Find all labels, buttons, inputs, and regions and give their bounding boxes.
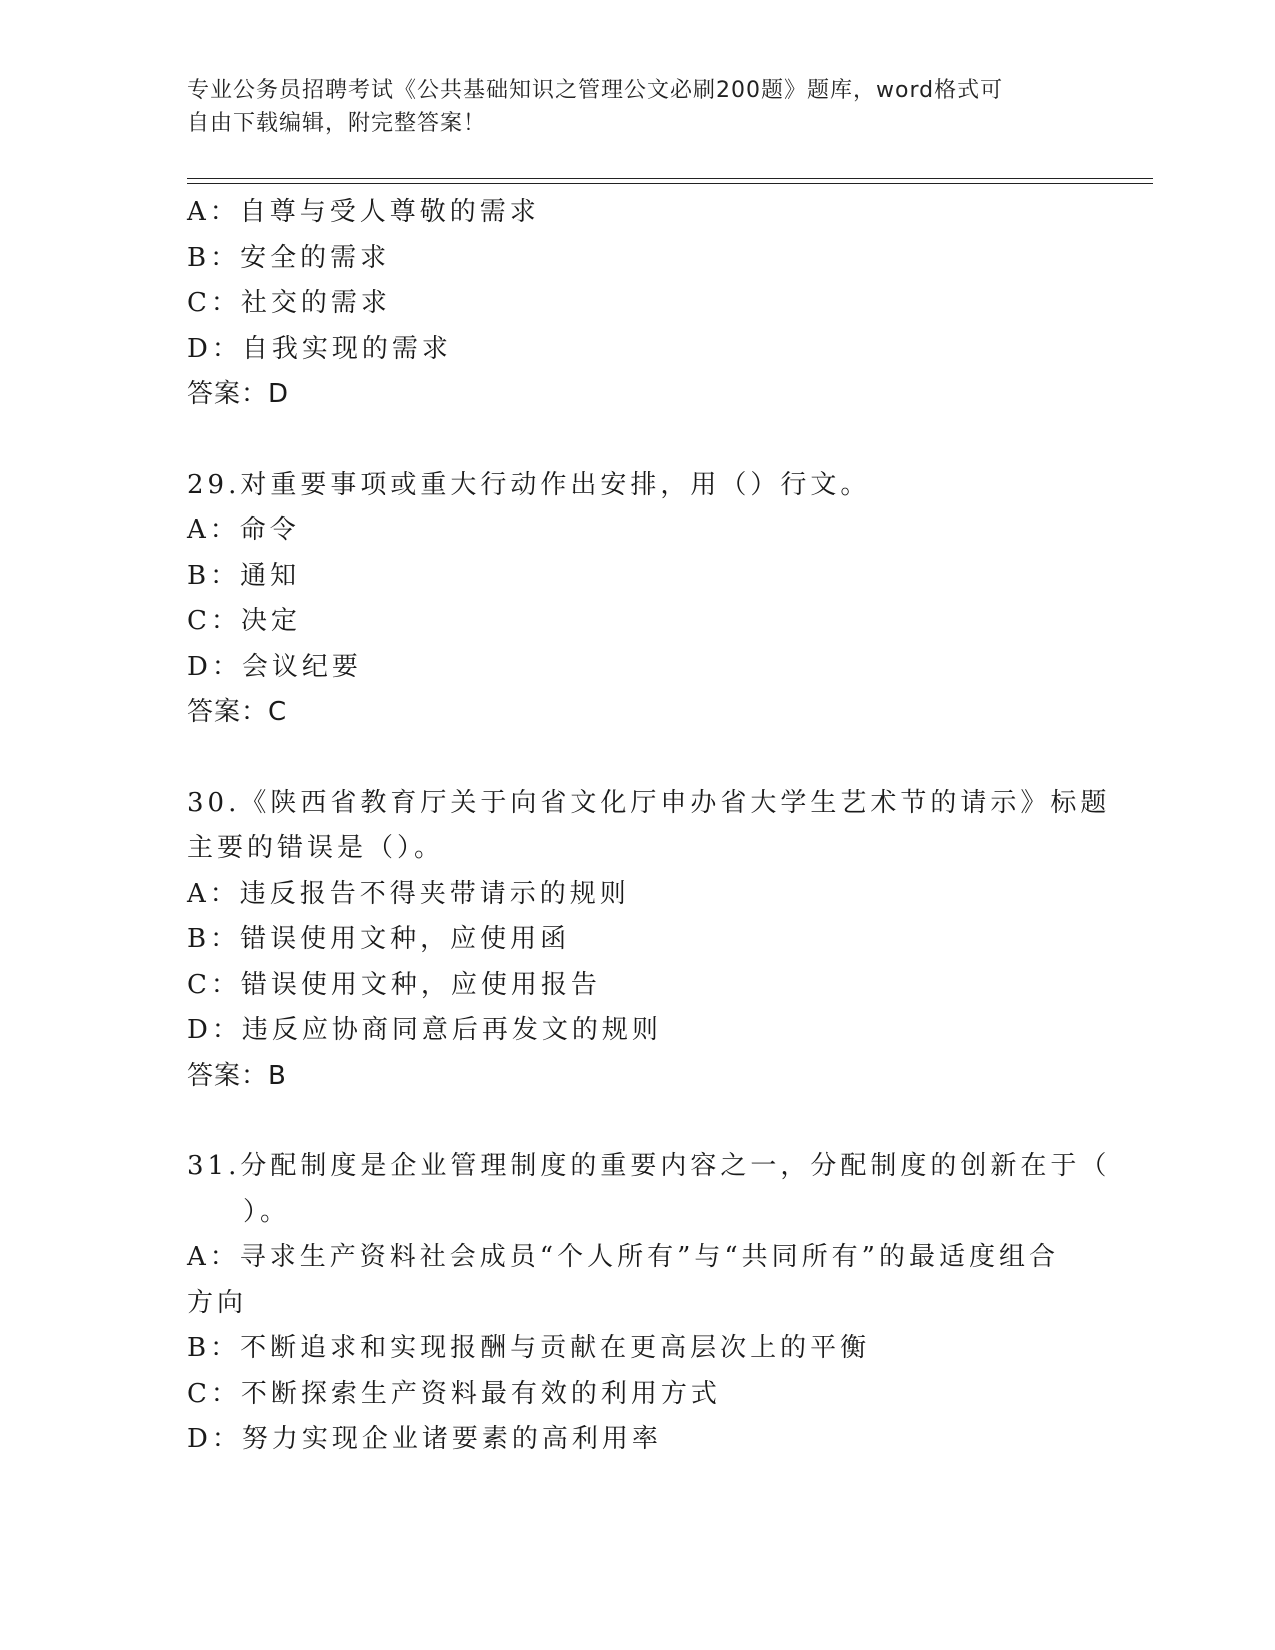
question-28-block: [187, 190, 1067, 418]
answer: 答案：C: [187, 697, 288, 727]
question-stem: 29.对重要事项或重大行动作出安排，用（）行文。: [187, 469, 871, 500]
option-c: C：不断探索生产资料最有效的利用方式: [187, 1378, 721, 1409]
option-c: C：决定: [187, 606, 301, 636]
answer: 答案：B: [187, 1060, 287, 1091]
option-b: B：错误使用文种，应使用函: [187, 924, 571, 954]
page-header: [187, 74, 1067, 140]
option-a-line-1: A：寻求生产资料社会成员“个人所有”与“共同所有”的最适度组合: [187, 1242, 1059, 1272]
option-b: B：安全的需求: [187, 242, 391, 273]
option-d: D：努力实现企业诸要素的高利用率: [187, 1424, 662, 1454]
header-rule-bottom: [187, 183, 1153, 184]
option-c: C：错误使用文种，应使用报告: [187, 969, 601, 1000]
option-a: A：自尊与受人尊敬的需求: [187, 197, 540, 227]
header-line-2: 自由下载编辑，附完整答案！: [187, 111, 487, 136]
question-29-block: [187, 463, 1067, 736]
option-b: B：通知: [187, 560, 301, 591]
option-d: D：自我实现的需求: [187, 333, 452, 364]
header-rule-top: [187, 178, 1153, 179]
option-d: D：违反应协商同意后再发文的规则: [187, 1015, 662, 1045]
question-31-block: [187, 1144, 1111, 1463]
option-a-line-2: 方向: [187, 1287, 248, 1318]
option-c: C：社交的需求: [187, 288, 391, 318]
question-stem-line-1: 31.分配制度是企业管理制度的重要内容之一，分配制度的创新在于（: [187, 1151, 1111, 1181]
option-b: B：不断追求和实现报酬与贡献在更高层次上的平衡: [187, 1333, 871, 1363]
header-line-1: 专业公务员招聘考试《公共基础知识之管理公文必刷200题》题库，word格式可: [187, 78, 1004, 103]
question-content: [187, 190, 1111, 1463]
question-stem-line-2: 主要的错误是（）。: [187, 833, 445, 863]
answer: 答案：D: [187, 379, 290, 409]
question-stem-line-1: 30.《陕西省教育厅关于向省文化厅申办省大学生艺术节的请示》标题: [187, 787, 1111, 818]
option-a: A：违反报告不得夹带请示的规则: [187, 878, 630, 909]
question-30-block: [187, 781, 1111, 1100]
option-d: D：会议纪要: [187, 651, 362, 682]
option-a: A：命令: [187, 515, 300, 545]
question-stem-line-2: ）。: [243, 1196, 291, 1227]
